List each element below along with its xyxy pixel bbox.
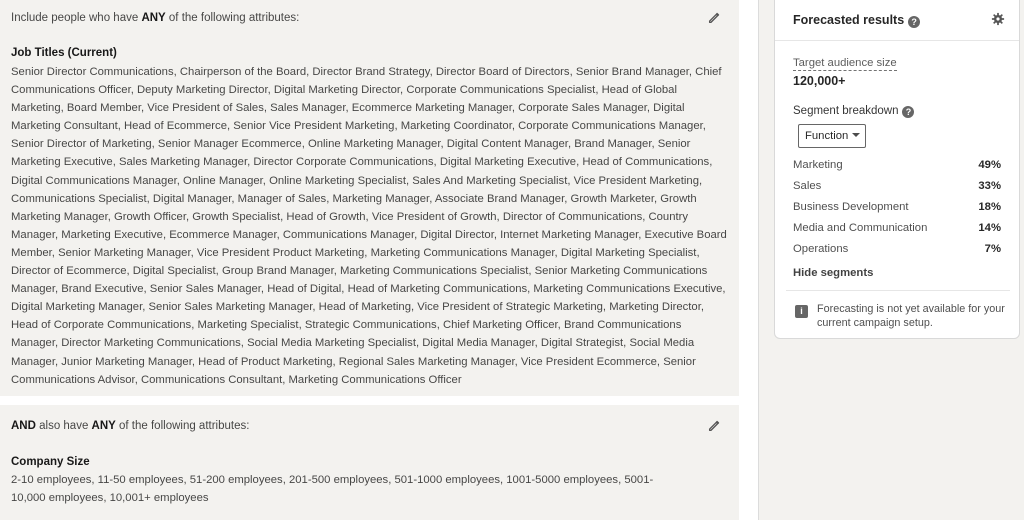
edit-pencil-icon[interactable]	[707, 11, 721, 25]
function-dropdown-label: Function	[805, 130, 849, 142]
segment-percent: 18%	[978, 201, 1001, 213]
include-criteria-header	[11, 12, 299, 24]
segment-name: Operations	[793, 243, 849, 255]
info-icon: i	[795, 305, 808, 318]
column-divider	[758, 0, 759, 520]
segment-breakdown-text: Segment breakdown	[793, 105, 899, 117]
forecast-notice-text: Forecasting is not yet available for your current campaign setup.	[817, 303, 1005, 329]
forecast-panel	[774, 0, 1020, 339]
segment-name: Marketing	[793, 159, 843, 171]
segment-row	[793, 180, 1001, 192]
segment-row	[793, 243, 1001, 255]
and-criteria-card	[0, 405, 739, 520]
target-audience-value: 120,000+	[793, 74, 846, 88]
caret-down-icon	[852, 133, 860, 137]
include-any-emphasis: ANY	[141, 12, 166, 24]
company-size-list: 2-10 employees, 11-50 employees, 51-200 employees, 201-500 employees, 501-1000 employees, 1001-5000 employees, 5001-10,000 employees, 10,001+ employees	[11, 474, 654, 505]
include-prefix: Include people who have	[11, 12, 142, 24]
segment-name: Business Development	[793, 201, 909, 213]
segment-name: Media and Communication	[793, 222, 928, 234]
segment-row	[793, 159, 1001, 171]
company-size-heading: Company Size	[11, 456, 90, 468]
and-any-emphasis: ANY	[91, 420, 116, 432]
forecast-header	[775, 0, 1019, 41]
job-titles-heading: Job Titles (Current)	[11, 47, 117, 59]
segment-row	[793, 201, 1001, 213]
target-audience-label[interactable]: Target audience size	[793, 57, 897, 69]
segment-row	[793, 222, 1001, 234]
segment-percent: 7%	[984, 243, 1001, 255]
include-suffix: of the following attributes:	[165, 12, 300, 24]
question-circle-icon[interactable]: ?	[908, 16, 920, 28]
segment-percent: 33%	[978, 180, 1001, 192]
and-bold: AND	[11, 420, 36, 432]
edit-pencil-icon[interactable]	[707, 419, 721, 433]
segment-percent: 14%	[978, 222, 1001, 234]
segment-breakdown-label	[793, 105, 914, 118]
job-titles-list: Senior Director Communications, Chairperson of the Board, Director Brand Strategy, Director Board of Directors, Senior Brand Manager, Chief Communications Officer, Deputy Marketing Director, Digital Marketing Director, Corporate Communications Specialist, Head of Global Marketing, Board Member, Vice President of Sales, Sales Manager, Ecommerce Marketing Manager, Corporate Sales Manager, Digital Marketing Consultant, Head of Ecommerce, Senior Vice President Marketing, Marketing Coordinator, Corporate Communications Manager, Senior Director of Marketing, Senior Manager Ecommerce, Online Marketing Manager, Digital Content Manager, Brand Manager, Senior Marketing Executive, Sales Marketing Manager, Director Corporate Communications, Digital Marketing Executive, Head of Communications, Digital Communications Manager, Online Manager, Online Marketing Specialist, Sales And Marketing Specialist, Vice President Marketing, Communications Specialist, Digital Manager, Manager of Sales, Marketing Manager, Associate Brand Manager, Growth Marketer, Growth Marketing Manager, Growth Officer, Growth Specialist, Head of Growth, Vice President of Growth, Director of Communications, Country Manager, Marketing Executive, Ecommerce Manager, Communications Manager, Digital Director, Internet Marketing Manager, Executive Board Member, Senior Marketing Manager, Vice President Product Marketing, Marketing Communications Manager, Digital Marketing Specialist, Director of Ecommerce, Digital Specialist, Group Brand Manager, Marketing Communications Specialist, Senior Marketing Communications Manager, Brand Executive, Senior Sales Manager, Head of Digital, Head of Marketing Communications, Marketing Communications Executive, Digital Marketing Manager, Senior Sales Marketing Manager, Head of Marketing, Vice President of Strategic Marketing, Marketing Director, Head of Corporate Communications, Marketing Specialist, Strategic Communications, Chief Marketing Officer, Brand Communications Manager, Director Marketing Communications, Social Media Marketing Specialist, Digital Media Manager, Digital Strategist, Social Media Manager, Junior Marketing Manager, Head of Product Marketing, Regional Sales Marketing Manager, Vice President Ecommerce, Senior Communications Advisor, Communications Consultant, Marketing Communications Officer	[11, 66, 727, 386]
gear-icon[interactable]	[991, 12, 1005, 26]
segment-percent: 49%	[978, 159, 1001, 171]
forecast-title	[793, 13, 920, 28]
and-criteria-header	[11, 420, 249, 432]
forecast-title-text: Forecasted results	[793, 13, 905, 27]
forecast-notice	[786, 290, 1010, 330]
segment-name: Sales	[793, 180, 822, 192]
function-dropdown[interactable]	[798, 124, 866, 148]
hide-segments-link[interactable]: Hide segments	[793, 267, 874, 279]
question-circle-icon[interactable]: ?	[902, 106, 914, 118]
and-suffix: of the following attributes:	[115, 420, 250, 432]
and-middle: also have	[35, 420, 92, 432]
